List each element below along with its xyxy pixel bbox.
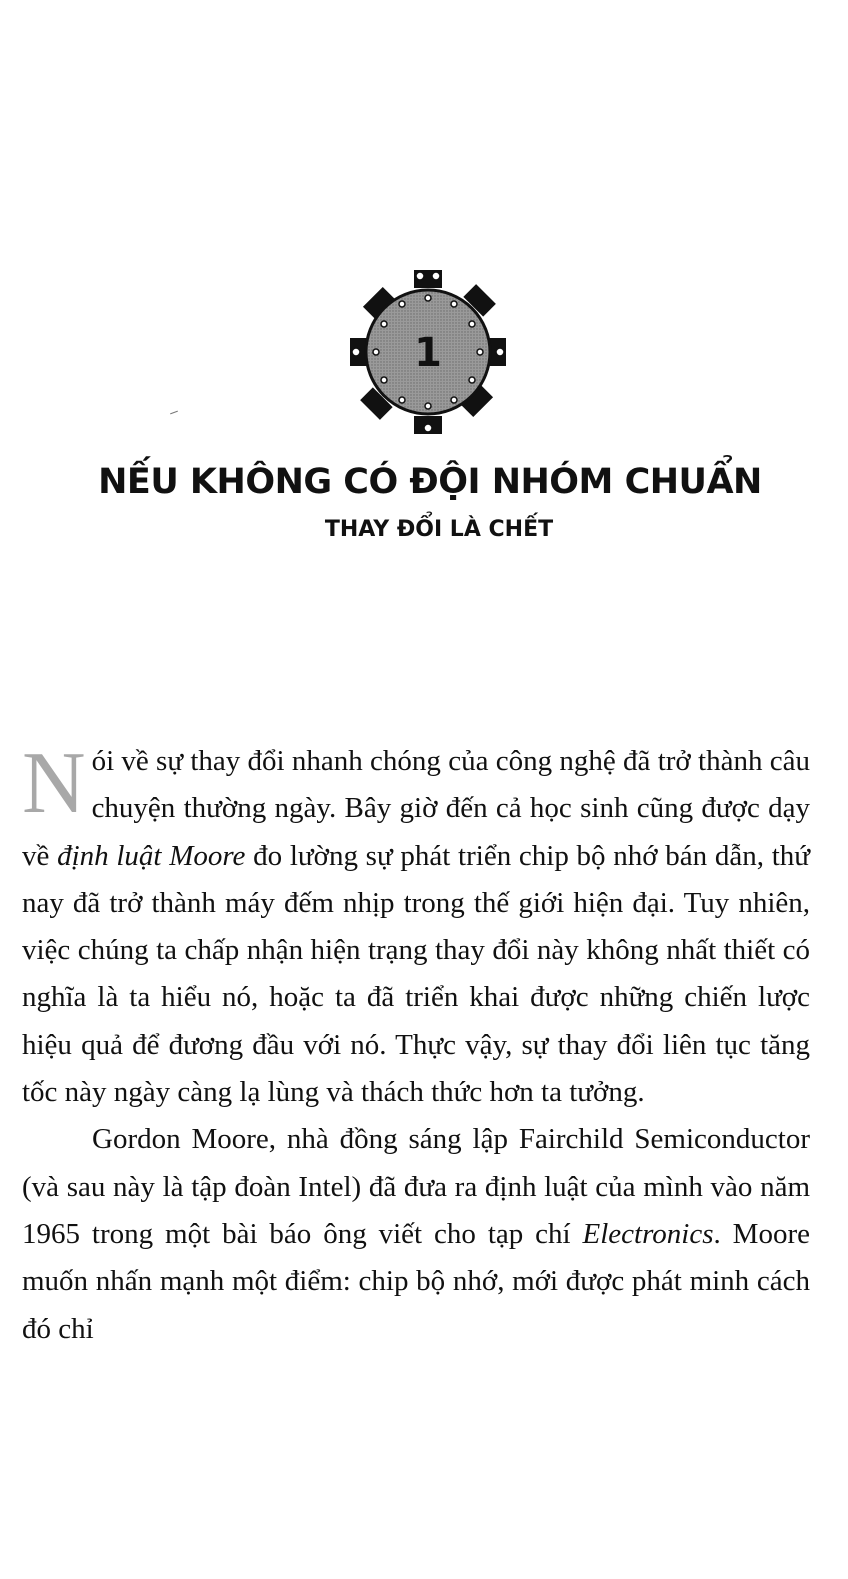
paragraph-2 bbox=[22, 1116, 810, 1352]
paragraph-1-part2: đo lường sự phát triển chip bộ nhớ bán dẫn, thứ nay đã trở thành máy đếm nhịp trong thế giới hiện đại. Tuy nhiên, việc chúng ta chấp nhận hiện trạng thay đổi này không nhất thiết có nghĩa là ta hiểu nó, hoặc ta đã triển khai được những chiến lược hiệu quả để đương đầu với nó. Thực vậy, sự thay đổi liên tục tăng tốc này ngày càng lạ lùng và thách thức hơn ta tưởng. bbox=[22, 839, 811, 1109]
body-text bbox=[22, 735, 811, 1353]
chapter-number: 1 bbox=[414, 330, 442, 376]
stray-mark bbox=[170, 411, 178, 415]
chapter-subtitle: THAY ĐỔI LÀ CHẾT bbox=[324, 517, 554, 542]
chip-gear-icon bbox=[350, 268, 506, 436]
paragraph-1-italic: định luật Moore bbox=[57, 839, 246, 872]
paragraph-2-part1: Gordon Moore, nhà đồng sáng lập Fairchild Semiconductor (và sau này là tập đoàn Intel) đã đưa ra định luật của mình vào năm 1965 trong một bài báo ông viết cho tạp chí bbox=[22, 1123, 810, 1250]
paragraph-2-part2: . Moore muốn nhấn mạnh một điểm: chip bộ nhớ, mới được phát minh cách đó chỉ bbox=[22, 1217, 810, 1345]
chapter-title: NẾU KHÔNG CÓ ĐỘI NHÓM CHUẨN bbox=[98, 462, 762, 502]
paragraph-2-italic: Electronics bbox=[582, 1217, 714, 1250]
drop-cap: N bbox=[22, 735, 86, 832]
paragraph-1-part1: ói về sự thay đổi nhanh chóng của công nghệ đã trở thành câu chuyện thường ngày. Bây giờ đến cả học sinh cũng được dạy về bbox=[22, 745, 810, 872]
paragraph-1 bbox=[22, 735, 811, 1116]
